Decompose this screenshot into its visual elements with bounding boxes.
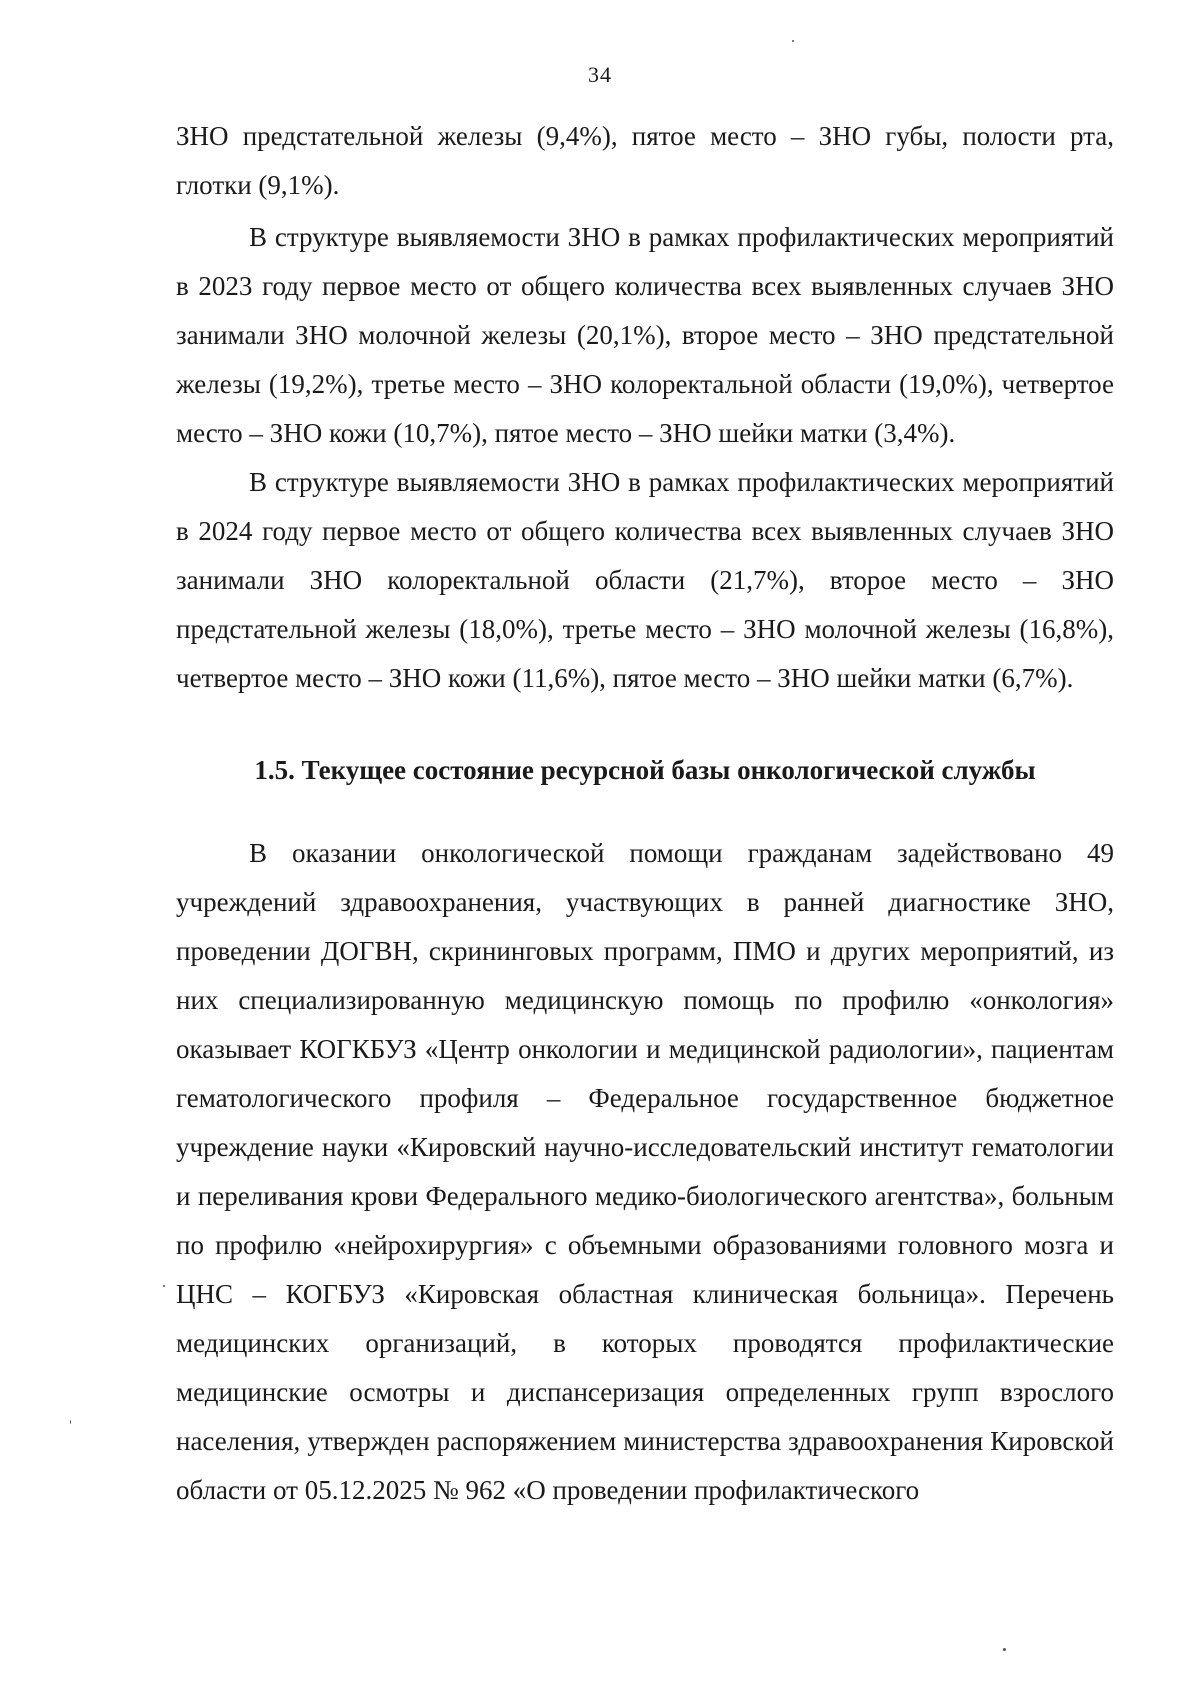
- paragraph-2024-structure: В структуре выявляемости ЗНО в рамках профилактических мероприятий в 2024 году первое место от общего количества всех выявленных случаев ЗНО занимали ЗНО колоректальной области (21,7%), второе место – ЗНО предстательной железы (18,0%), третье место – ЗНО молочной железы (16,8%), четвертое место – ЗНО кожи (11,6%), пятое место – ЗНО шейки матки (6,7%).: [176, 467, 1114, 693]
- section-heading: 1.5. Текущее состояние ресурсной базы онкологической службы: [254, 755, 1036, 785]
- scan-speck: [163, 1285, 165, 1287]
- paragraph-oncology-resources: В оказании онкологической помощи гражданам задействовано 49 учреждений здравоохранения, участвующих в ранней диагностике ЗНО, проведении ДОГВН, скрининговых программ, ПМО и других мероприятий, из них специализированную медицинскую помощь по профилю «онкология» оказывает КОГКБУЗ «Центр онкологии и медицинской радиологии», пациентам гематологического профиля – Федеральное государственное бюджетное учреждение науки «Кировский научно-исследовательский институт гематологии и переливания крови Федерального медико-биологического агентства», больным по профилю «нейрохирургия» с объемными образованиями головного мозга и ЦНС – КОГБУЗ «Кировская областная клиническая больница». Перечень медицинских организаций, в которых проводятся профилактические медицинские осмотры и диспансеризация определенных групп взрослого населения, утвержден распоряжением министерства здравоохранения Кировской области от 05.12.2025 № 962 «О проведении профилактического: [176, 838, 1114, 1505]
- text-block-resources: [176, 829, 1114, 1515]
- text-block-2023: [176, 213, 1114, 458]
- scan-speck: [1003, 1648, 1006, 1651]
- paragraph-2023-structure: В структуре выявляемости ЗНО в рамках профилактических мероприятий в 2023 году первое место от общего количества всех выявленных случаев ЗНО занимали ЗНО молочной железы (20,1%), второе место – ЗНО предстательной железы (19,2%), третье место – ЗНО колоректальной области (19,0%), четвертое место – ЗНО кожи (10,7%), пятое место – ЗНО шейки матки (3,4%).: [176, 222, 1114, 448]
- scan-speck: [70, 1420, 71, 1424]
- page-number: 34: [588, 62, 612, 87]
- paragraph-continuation: ЗНО предстательной железы (9,4%), пятое место – ЗНО губы, полости рта, глотки (9,1%).: [176, 121, 1114, 200]
- scan-speck: [792, 40, 794, 42]
- text-block-continuation: [176, 112, 1114, 210]
- text-block-2024: [176, 458, 1114, 703]
